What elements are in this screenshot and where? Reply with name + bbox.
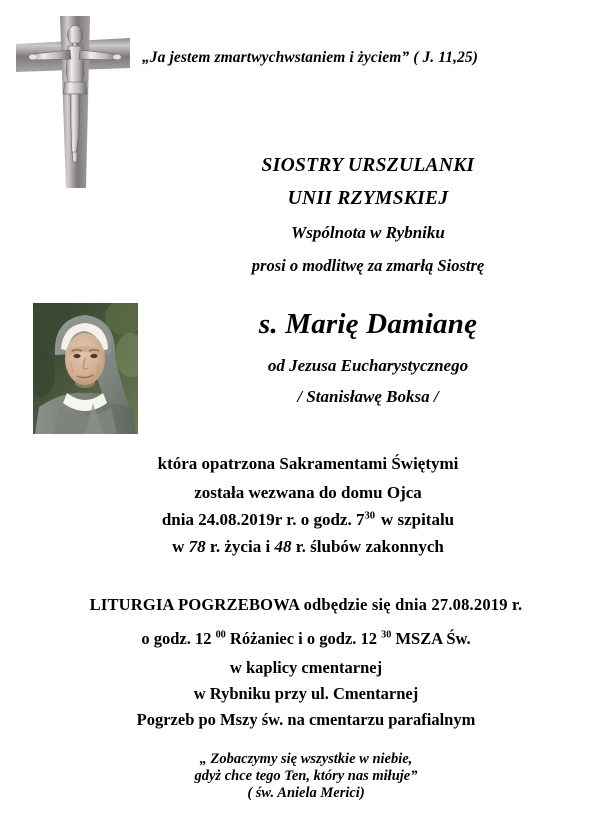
rosary-time-prefix: o godz. 12: [141, 629, 216, 648]
liturgy-place-chapel: w kaplicy cmentarnej: [229, 658, 383, 677]
liturgy-heading: LITURGIA POGRZEBOWA odbędzie się dnia 27.08.2019 r.: [89, 595, 523, 614]
mass-label: MSZA Św.: [391, 629, 471, 648]
congregation-line-1: SIOSTRY URSZULANKI: [261, 155, 475, 176]
deceased-name: s. Marię Damianę: [258, 308, 478, 340]
age-mid: r. życia i: [205, 537, 275, 556]
age-prefix: w: [172, 537, 189, 556]
scripture-quote: „Ja jestem zmartwychwstaniem i życiem” ( J. 11,25): [141, 49, 479, 66]
death-place-text: w szpitalu: [380, 510, 455, 529]
deceased-civil-name: / Stanisławę Boksa /: [297, 387, 439, 406]
closing-quote-line-2: gdyż chce tego Ten, który nas miłuje”: [194, 768, 418, 784]
liturgy-place-address: w Rybniku przy ul. Cmentarnej: [193, 684, 419, 703]
mass-minutes: 30: [381, 629, 392, 641]
congregation-line-2: UNII RZYMSKIEJ: [287, 188, 449, 209]
deceased-religious-name: od Jezusa Eucharystycznego: [267, 356, 469, 375]
death-date-text: dnia 24.08.2019r r. o godz. 7: [161, 510, 365, 529]
death-line-age-vows: [8, 538, 600, 555]
burial-info: Pogrzeb po Mszy św. na cmentarzu parafialnym: [136, 710, 476, 729]
vows-years: 48: [274, 537, 292, 556]
congregation-community: Wspólnota w Rybniku: [291, 223, 445, 242]
rosary-minutes: 00: [215, 629, 226, 641]
closing-quote-attribution: ( św. Aniela Merici): [247, 785, 365, 801]
liturgy-times: [6, 631, 600, 648]
death-time-minutes: 30: [364, 510, 375, 522]
death-line-date-time: [8, 511, 600, 528]
death-line-sacraments: która opatrzona Sakramentami Świętymi: [157, 454, 459, 473]
closing-quote-line-1: „ Zobaczymy się wszystkie w niebie,: [199, 751, 413, 767]
vows-suffix: r. ślubów zakonnych: [291, 537, 444, 556]
liturgy-time-mid: Różaniec i o godz. 12: [225, 629, 382, 648]
death-line-called: została wezwana do domu Ojca: [194, 483, 422, 502]
age-years: 78: [188, 537, 206, 556]
prayer-request-line: prosi o modlitwę za zmarłą Siostrę: [251, 256, 485, 275]
